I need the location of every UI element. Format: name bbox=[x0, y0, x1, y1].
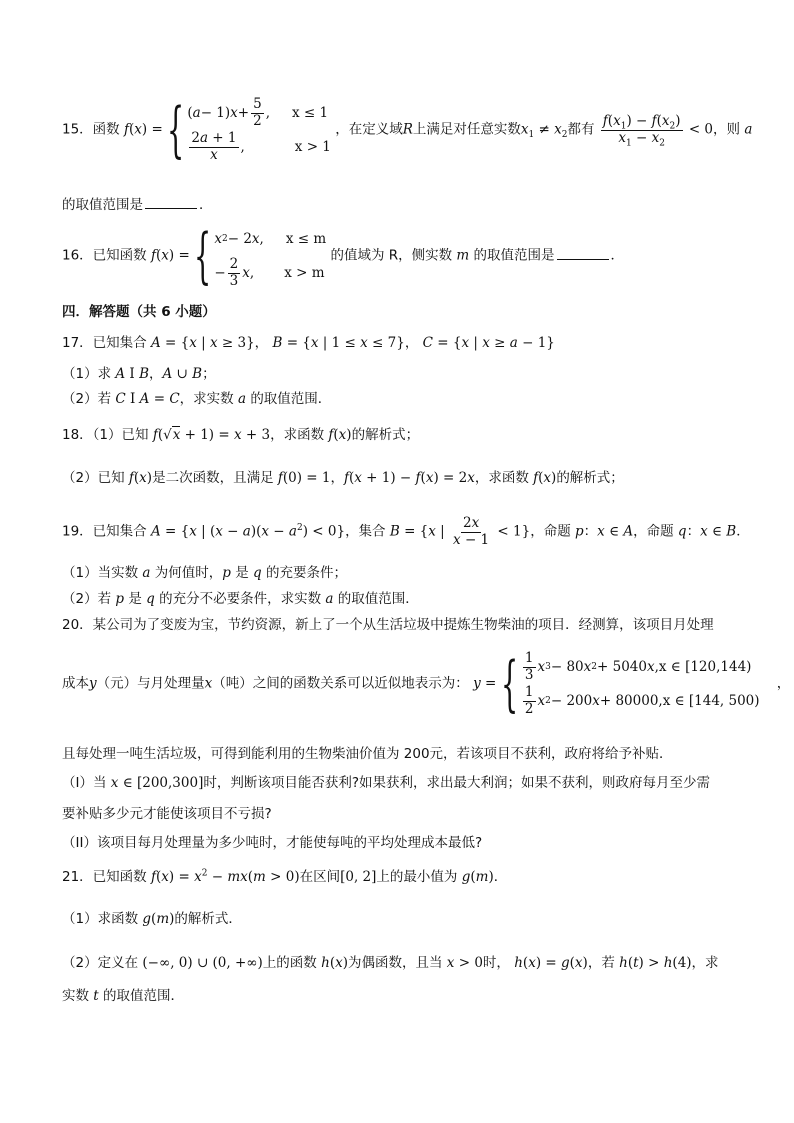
question-21: 21．已知函数 $f(x) = x^2 - mx(m > 0)$在区间[0, 2]上的最小值为 g(m)． bbox=[62, 868, 508, 885]
answer-blank bbox=[557, 247, 609, 260]
left-brace-icon: { bbox=[500, 649, 518, 719]
q16-piecewise: x 2 − 2 x , x ≤ m − $\frac{2}{3}$ x , x > m bbox=[214, 230, 327, 289]
q20-sub2: （II）该项目每月处理量为多少吨时，才能使每吨的平均处理成本最低? bbox=[62, 835, 483, 851]
question-16: 16．已知函数 f(x) = { x 2 − 2 x , x ≤ m − $\frac{2}{3}$ x , x > m 的值域为 R，侧实数 m 的取值范围是 ． bbox=[62, 221, 625, 291]
q20-line3: 且每处理一吨生活垃圾，可得到能利用的生物柴油价值为 200元，若该项目不获利，政府将给予补贴． bbox=[62, 746, 673, 762]
section-heading: 四．解答题（共 6 小题） bbox=[62, 304, 216, 320]
q15-line2: 的取值范围是 ． bbox=[62, 197, 213, 213]
left-brace-icon: { bbox=[194, 221, 212, 291]
answer-blank bbox=[145, 196, 197, 209]
q21-sub1: （1）求函数 g(m)的解析式． bbox=[62, 911, 242, 927]
question-20: 20．某公司为了变废为宝，节约资源，新上了一个从生活垃圾中提炼生物柴油的项目．经测算，该项目月处理 bbox=[62, 617, 714, 633]
q20-cost-function: 成本y（元）与月处理量x（吨）之间的函数关系可以近似地表示为： y = { $\frac{1}{3}$ x 3 − 80 x 2 + 5040 x , x ∈ [120,144) $\frac{1}{2}$ x 2 − 200 x + 80000, x ∈ [144, 500) ， bbox=[62, 649, 791, 719]
q20-sub1-cont: 要补贴多少元才能使该项目不亏损? bbox=[62, 806, 272, 822]
q15-prefix: 15．函数 bbox=[62, 121, 120, 138]
q15-piecewise: ( a − 1) x + $\frac{5}{2}$ , x ≤ 1 $\frac{2a + 1}{x}$ , x > 1 bbox=[187, 95, 331, 163]
q20-sub1: （I）当 x ∈ [200,300]时，判断该项目能否获利?如果获利，求出最大利润；如果不获利，则政府每月至少需 bbox=[62, 775, 711, 791]
question-15: 15．函数 f(x) = { ( a − 1) x + $\frac{5}{2}$ , x ≤ 1 $\frac{2a + 1}{x}$ , x > 1 ，在定义域R上满足对任意实数$x_1 \ne x_2$都有 $\frac{f(x_1) - f(x_2)}{x_1 - x_2}$ < 0，则 a bbox=[62, 95, 753, 165]
q21-sub2-cont: 实数 t 的取值范围． bbox=[62, 988, 185, 1004]
q17-sub2: （2）若 C I A = C，求实数 a 的取值范围． bbox=[62, 391, 332, 407]
q19-sub1: （1）当实数 a 为何值时，p 是 q 的充要条件； bbox=[62, 565, 347, 581]
q20-piecewise: $\frac{1}{3}$ x 3 − 80 x 2 + 5040 x , x ∈ [120,144) $\frac{1}{2}$ x 2 − 200 x + 80000, x ∈ [144, 500) bbox=[524, 649, 760, 717]
question-18: 18．（1）已知 f(√x + 1) = x + 3，求函数 f(x)的解析式； bbox=[62, 427, 420, 443]
q19-sub2: （2）若 p 是 q 的充分不必要条件，求实数 a 的取值范围． bbox=[62, 591, 419, 607]
q18-sub2: （2）已知 f(x)是二次函数，且满足 f(0) = 1，f(x + 1) − f(x) = 2x，求函数 f(x)的解析式； bbox=[62, 470, 624, 486]
left-brace-icon: { bbox=[167, 95, 185, 165]
question-19: 19．已知集合 A = {x | $(x - a)(x - a^2) < 0$}，集合 B = {x | $\frac{2x}{x - 1}$ < 1}，命题 p：x ∈ A，命题 q：x ∈ B． bbox=[62, 515, 750, 548]
q21-sub2: （2）定义在 (−∞, 0) ∪ (0, +∞)上的函数 h(x)为偶函数，且当 x > 0时， h(x) = g(x)，若 h(t) > h(4)，求 bbox=[62, 955, 719, 971]
question-17: 17．已知集合 A = {x | x ≥ 3}， B = {x | 1 ≤ x ≤ 7}， C = {x | x ≥ a − 1} bbox=[62, 335, 555, 351]
q17-sub1: （1）求 A I B，A ∪ B； bbox=[62, 366, 216, 382]
